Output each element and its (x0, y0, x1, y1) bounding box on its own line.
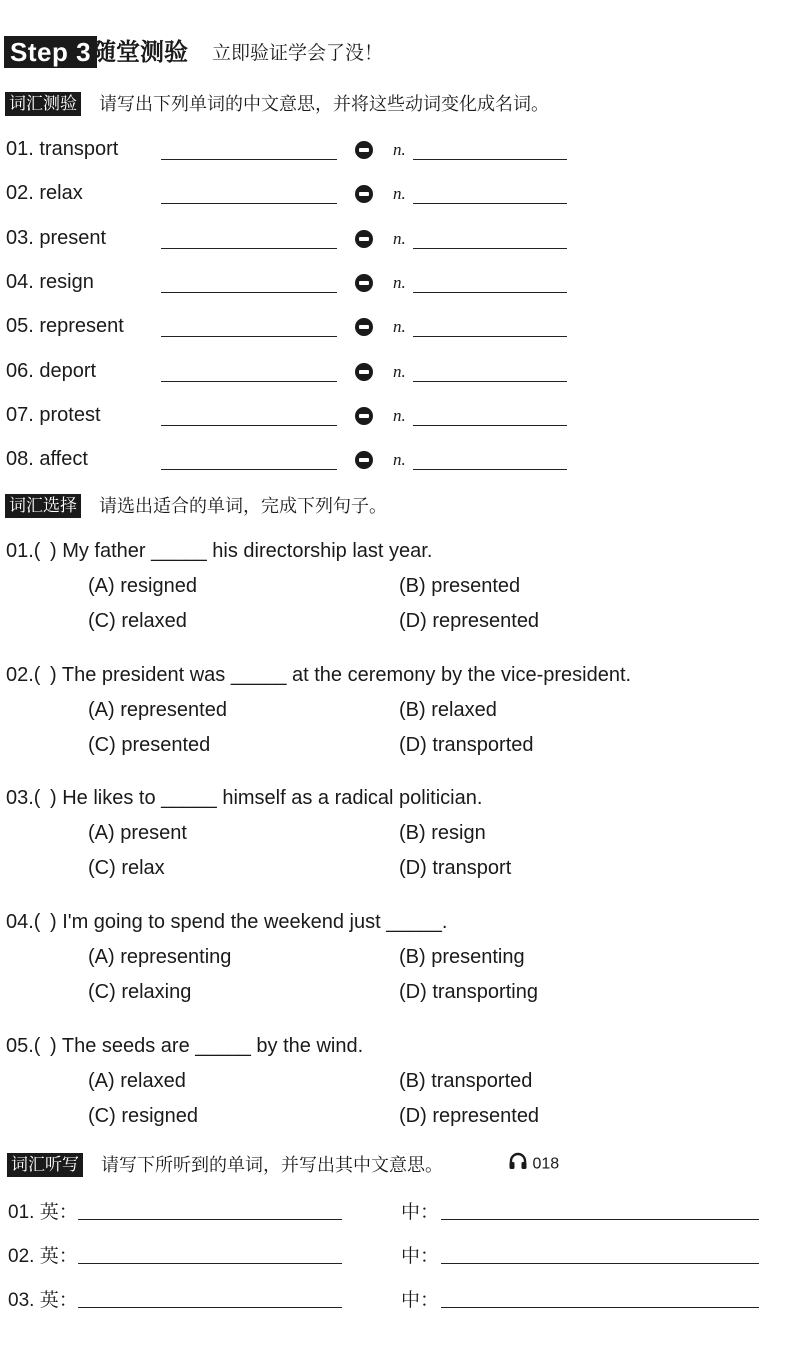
meaning-answer-blank[interactable] (161, 469, 337, 470)
question-number[interactable]: 03.( (6, 787, 41, 809)
noun-mark: n. (393, 450, 406, 469)
vocab-word: 01. transport (6, 138, 119, 160)
english-answer-blank[interactable] (78, 1263, 342, 1264)
answer-option[interactable]: (C) presented (88, 734, 211, 756)
dictation-row (0, 1283, 800, 1313)
answer-option[interactable]: (D) transport (399, 857, 512, 879)
vocab-test-row (0, 180, 800, 210)
question-text: ) The president was _____ at the ceremony by the vice-president. (50, 664, 632, 686)
section-tag-vocab-test: 词汇测验 (5, 92, 81, 116)
question-text: ) The seeds are _____ by the wind. (50, 1035, 364, 1057)
answer-option[interactable]: (D) transporting (399, 981, 538, 1003)
arrow-right-icon (355, 363, 373, 381)
noun-mark: n. (393, 273, 406, 292)
question-text: ) I'm going to spend the weekend just _____. (50, 911, 448, 933)
vocab-word: 07. protest (6, 404, 101, 426)
noun-answer-blank[interactable] (413, 469, 567, 470)
dictation-number: 01. (8, 1202, 35, 1223)
arrow-right-icon (355, 141, 373, 159)
answer-option[interactable]: (D) represented (399, 610, 540, 632)
question-number[interactable]: 05.( (6, 1035, 41, 1057)
noun-answer-blank[interactable] (413, 425, 567, 426)
noun-mark: n. (393, 184, 406, 203)
english-label: 英： (39, 1246, 78, 1267)
section-instruction-vocab-test: 请写出下列单词的中文意思，并将这些动词变化成名词。 (99, 94, 549, 114)
answer-option[interactable]: (C) relaxed (88, 610, 187, 632)
vocab-test-row (0, 313, 800, 343)
audio-track[interactable] (508, 1152, 559, 1177)
step-badge: Step 3 (4, 36, 97, 68)
audio-track-number: 018 (532, 1155, 560, 1173)
vocab-word: 05. represent (6, 315, 124, 337)
question-stem (6, 785, 482, 811)
answer-option[interactable]: (B) presented (399, 575, 521, 597)
vocab-word: 02. relax (6, 182, 83, 204)
noun-answer-blank[interactable] (413, 381, 567, 382)
meaning-answer-blank[interactable] (161, 336, 337, 337)
vocab-test-row (0, 402, 800, 432)
answer-option[interactable]: (B) relaxed (399, 699, 497, 721)
chinese-answer-blank[interactable] (441, 1263, 759, 1264)
answer-option[interactable]: (A) resigned (88, 575, 197, 597)
answer-option[interactable]: (C) resigned (88, 1105, 199, 1127)
chinese-label: 中： (401, 1202, 440, 1223)
question-stem (6, 1033, 363, 1059)
noun-mark: n. (393, 362, 406, 381)
english-answer-blank[interactable] (78, 1219, 342, 1220)
dictation-label (8, 1285, 78, 1312)
noun-answer-blank[interactable] (413, 159, 567, 160)
vocab-test-row (0, 358, 800, 388)
answer-option[interactable]: (B) resign (399, 822, 486, 844)
vocab-word: 03. present (6, 227, 107, 249)
answer-option[interactable]: (D) represented (399, 1105, 540, 1127)
vocab-word: 06. deport (6, 360, 97, 382)
answer-option[interactable]: (A) relaxed (88, 1070, 186, 1092)
arrow-right-icon (355, 407, 373, 425)
dictation-number: 02. (8, 1246, 35, 1267)
noun-answer-blank[interactable] (413, 203, 567, 204)
meaning-answer-blank[interactable] (161, 203, 337, 204)
answer-option[interactable]: (C) relax (88, 857, 165, 879)
english-answer-blank[interactable] (78, 1307, 342, 1308)
chinese-label: 中： (401, 1246, 440, 1267)
dictation-number: 03. (8, 1290, 35, 1311)
section-tag-dictation: 词汇听写 (7, 1153, 83, 1177)
meaning-answer-blank[interactable] (161, 159, 337, 160)
meaning-answer-blank[interactable] (161, 248, 337, 249)
meaning-answer-blank[interactable] (161, 425, 337, 426)
question-text: ) He likes to _____ himself as a radical politician. (50, 787, 483, 809)
chinese-answer-blank[interactable] (441, 1219, 759, 1220)
answer-option[interactable]: (B) transported (399, 1070, 533, 1092)
answer-option[interactable]: (C) relaxing (88, 981, 192, 1003)
meaning-answer-blank[interactable] (161, 381, 337, 382)
question-text: ) My father _____ his directorship last year. (50, 540, 433, 562)
question-number[interactable]: 02.( (6, 664, 41, 686)
noun-mark: n. (393, 229, 406, 248)
answer-option[interactable]: (A) present (88, 822, 187, 844)
question-stem (6, 909, 447, 935)
vocab-word: 08. affect (6, 448, 88, 470)
question-stem (6, 538, 432, 564)
arrow-right-icon (355, 185, 373, 203)
dictation-row (0, 1195, 800, 1225)
noun-mark: n. (393, 140, 406, 159)
arrow-right-icon (355, 318, 373, 336)
chinese-answer-blank[interactable] (441, 1307, 759, 1308)
vocab-test-row (0, 136, 800, 166)
noun-mark: n. (393, 317, 406, 336)
vocab-word: 04. resign (6, 271, 94, 293)
dictation-label (8, 1197, 78, 1224)
vocab-test-row (0, 269, 800, 299)
english-label: 英： (39, 1202, 78, 1223)
arrow-right-icon (355, 230, 373, 248)
question-number[interactable]: 04.( (6, 911, 41, 933)
dictation-label (8, 1241, 78, 1268)
noun-answer-blank[interactable] (413, 248, 567, 249)
section-instruction-vocab-choice: 请选出适合的单词，完成下列句子。 (99, 496, 387, 516)
english-label: 英： (39, 1290, 78, 1311)
answer-option[interactable]: (B) presenting (399, 946, 525, 968)
arrow-right-icon (355, 274, 373, 292)
section-tag-vocab-choice: 词汇选择 (5, 494, 81, 518)
noun-answer-blank[interactable] (413, 336, 567, 337)
page-subtitle: 立即验证学会了没！ (212, 43, 384, 64)
question-number[interactable]: 01.( (6, 540, 41, 562)
noun-answer-blank[interactable] (413, 292, 567, 293)
chinese-label: 中： (401, 1290, 440, 1311)
vocab-test-row (0, 446, 800, 476)
answer-option[interactable]: (D) transported (399, 734, 534, 756)
page-title: 随堂测验 (92, 39, 188, 66)
dictation-row (0, 1239, 800, 1269)
vocab-test-row (0, 225, 800, 255)
section-instruction-dictation: 请写下所听到的单词，并写出其中文意思。 (101, 1155, 443, 1175)
noun-mark: n. (393, 406, 406, 425)
headphones-icon (508, 1152, 528, 1177)
question-stem (6, 662, 631, 688)
meaning-answer-blank[interactable] (161, 292, 337, 293)
answer-option[interactable]: (A) represented (88, 699, 227, 721)
arrow-right-icon (355, 451, 373, 469)
answer-option[interactable]: (A) representing (88, 946, 232, 968)
